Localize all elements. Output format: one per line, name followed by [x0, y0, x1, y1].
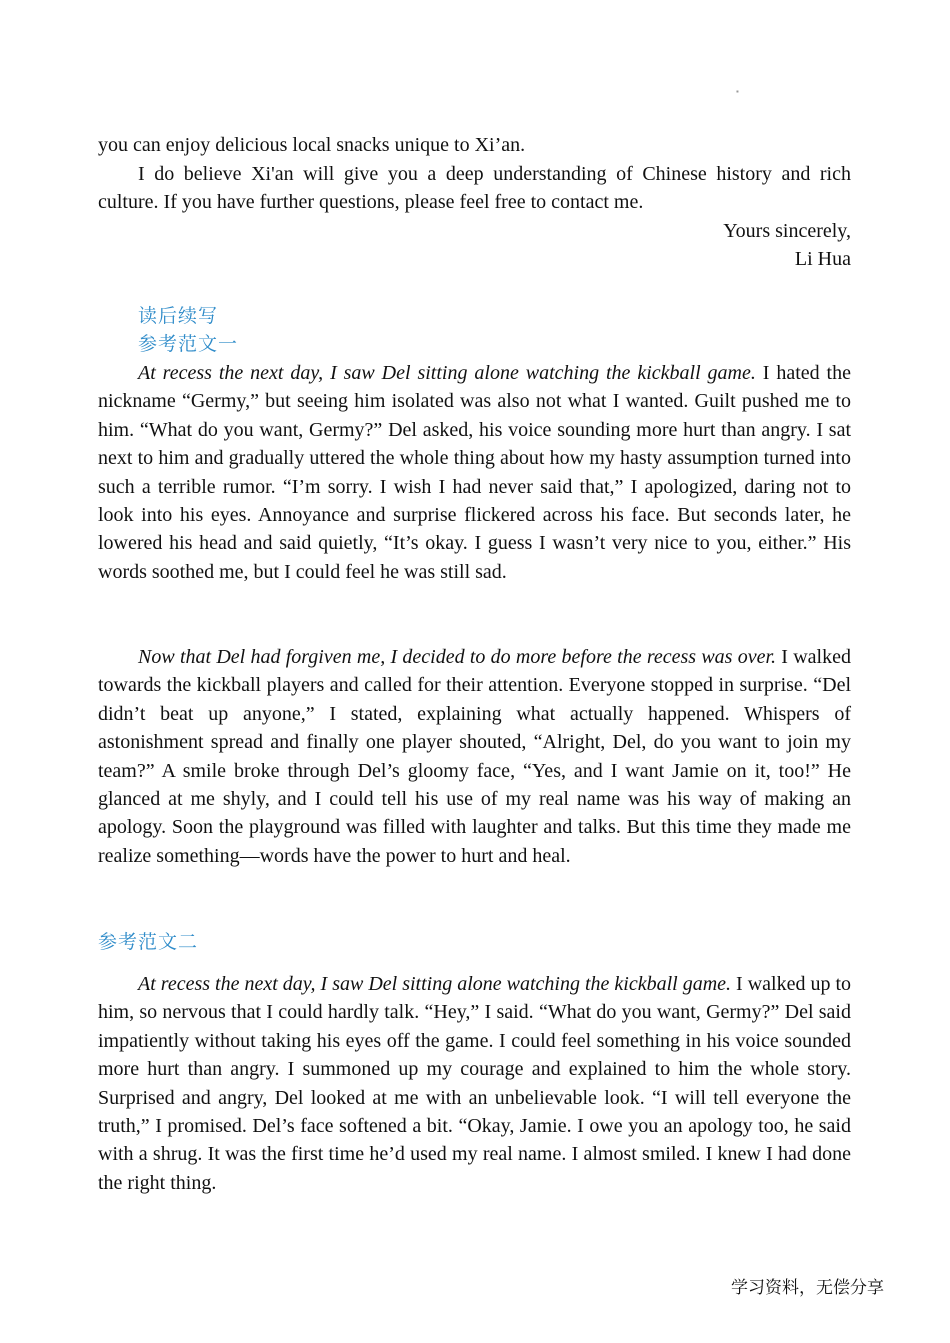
- sample1-paragraph-2: [98, 643, 851, 870]
- page-marker: ▪: [736, 87, 739, 96]
- footer-note: 学习资料，无偿分享: [731, 1278, 884, 1298]
- sample2-p1-body: I walked up to him, so nervous that I could hardly talk. “Hey,” I said. “What do you want, Germy?” Del said impatiently without taking his eyes off the game. I could feel something in his voice sounded more hurt than angry. I summoned up my courage and explained to him the whole story. Surprised and angry, Del looked at me with an unbelievable look. “I will tell everyone the truth,” I promised. Del’s face softened a bit. “Okay, Jamie. I owe you an apology too, he said with a shrug. It was the first time he’d used my real name. I almost smiled. I knew I had done the right thing.: [98, 973, 852, 1194]
- sample2-title: 参考范文二: [98, 931, 199, 953]
- sample1-p2-lead: Now that Del had forgiven me, I decided to do more before the recess was over.: [138, 646, 777, 668]
- sample2-p1-lead: At recess the next day, I saw Del sitting alone watching the kickball game.: [138, 973, 732, 995]
- section-title: 读后续写: [138, 305, 219, 327]
- sample2-paragraph-1: [98, 970, 851, 1197]
- letter-paragraph: I do believe Xi'an will give you a deep understanding of Chinese history and rich culture. If you have further questions, please feel free to contact me.: [98, 163, 851, 214]
- sample1-title: 参考范文一: [138, 333, 239, 355]
- sample1-p2-body: I walked towards the kickball players and called for their attention. Everyone stopped in surprise. “Del didn’t beat up anyone,” I stated, explaining what actually happened. Whispers of astonishment spread and finally one player shouted, “Alright, Del, do you want to join my team?” A smile broke through Del’s gloomy face, “Yes, and I want Jamie on it, too!” He glanced at me shyly, and I could tell his use of my real name was his way of making an apology. Soon the playground was filled with laughter and talks. But this time they made me realize something—words have the power to hurt and heal.: [98, 646, 851, 867]
- letter-line: you can enjoy delicious local snacks unique to Xi’an.: [98, 134, 526, 156]
- sample1-p1-lead: At recess the next day, I saw Del sitting alone watching the kickball game.: [138, 362, 756, 384]
- letter-closing: Yours sincerely,: [723, 220, 851, 242]
- sample1-paragraph-1: [98, 359, 851, 586]
- sample1-p1-body: I hated the nickname “Germy,” but seeing him isolated was also not what I wanted. Guilt pushed me to him. “What do you want, Germy?” Del asked, his voice sounding more hurt than angry. I sat next to him and gradually uttered the whole thing about how my hasty assumption turned into such a terrible rumor. “I’m sorry. I wish I had never said that,” I apologized, daring not to look into his eyes. Annoyance and surprise flickered across his face. But seconds later, he lowered his head and said quietly, “It’s okay. I guess I wasn’t very nice to you, either.” His words soothed me, but I could feel he was still sad.: [98, 362, 851, 583]
- letter-signature: Li Hua: [794, 248, 851, 270]
